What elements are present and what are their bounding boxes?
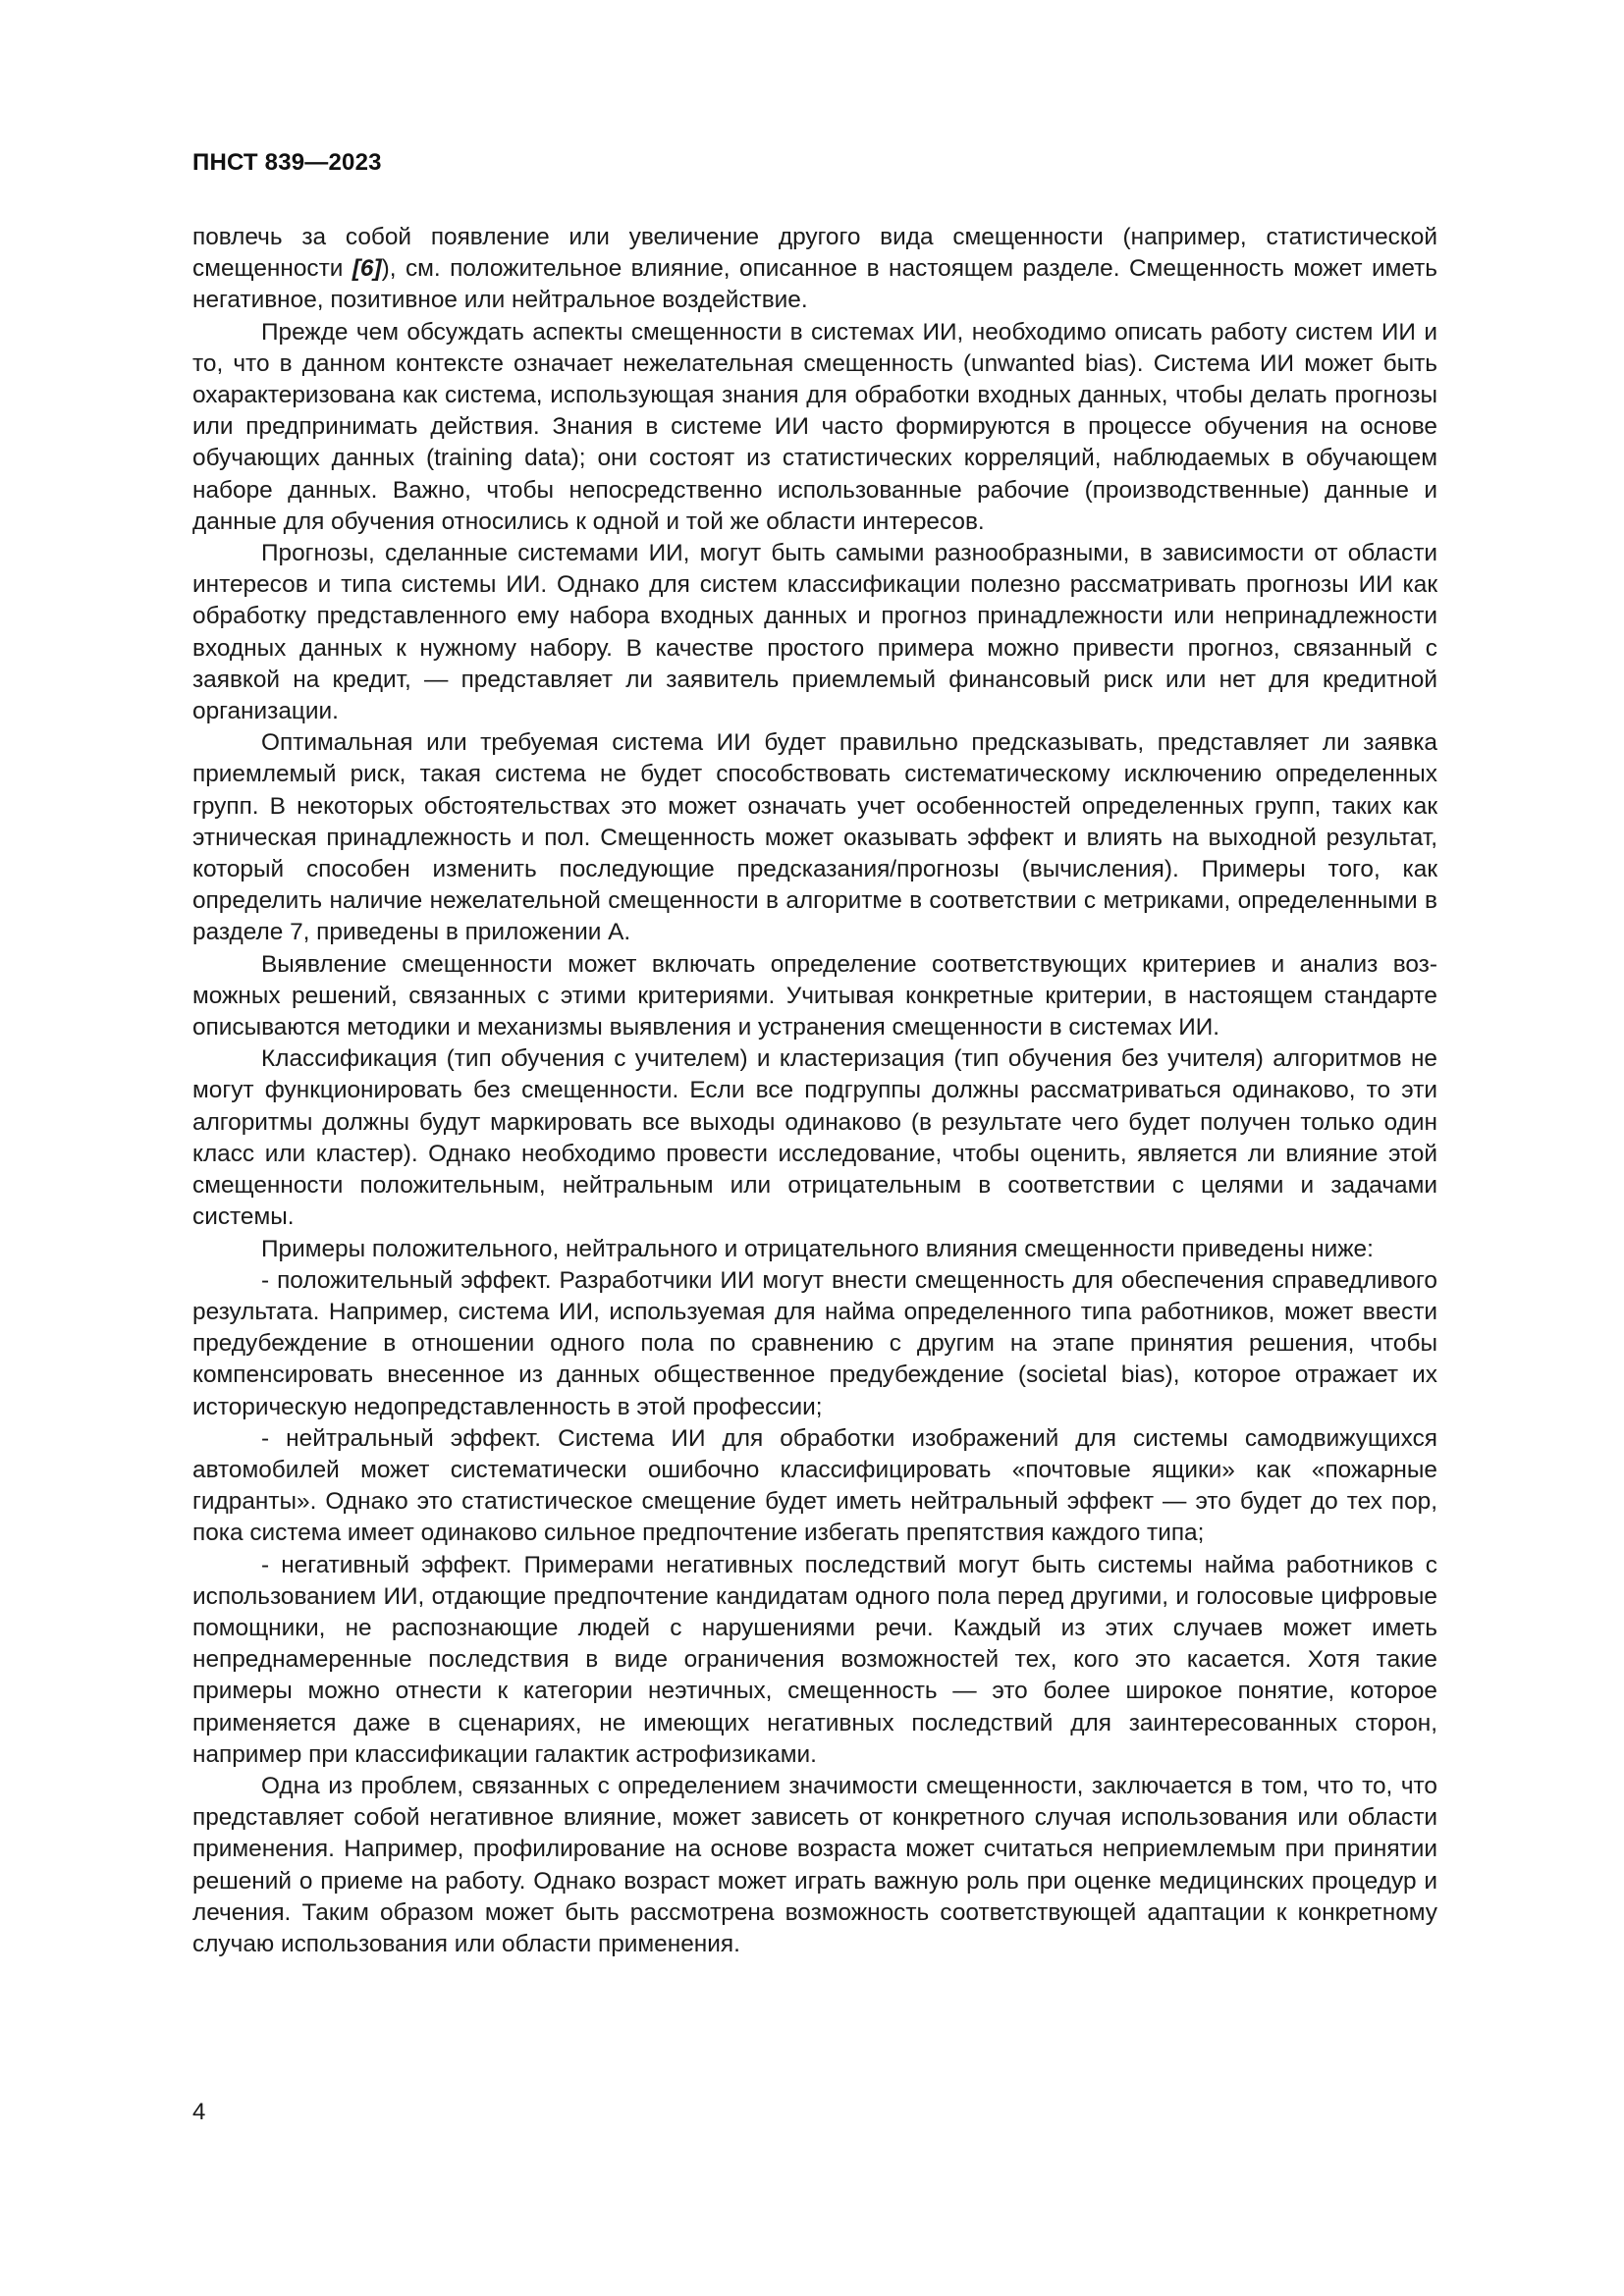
paragraph-examples-intro: Примеры положительного, нейтрального и отрицательного влияния смещенности приведены ниже: [261, 1235, 1374, 1262]
paragraph-text: повлечь за собой появление или увеличение другого вида смещенности (например, статистической смещенности [192, 224, 1437, 283]
list-item-positive-effect: - положительный эффект. Разработчики ИИ могут внести смещенность для обеспечения справедливого результата. Например, система ИИ, используемая для найма определенного типа работников, может ввести предубеждение в отношении одного пола по сравнению с другим на этапе принятия решения, чтобы компенсировать внесенное из данных общественное предубеждение (societal bias), которое отражает их историческую недопредставленность в этой профессии; [192, 1266, 1437, 1420]
citation-reference: [6] [352, 255, 382, 283]
page-number: 4 [192, 2099, 206, 2125]
paragraph-bias-detection: Выявление смещенности может включать определение соответствующих критериев и анализ возможных решений, связанных с этими критериями. Учитывая конкретные критерии, в настоящем стандарте описываются методики и механизмы выявления и устранения смещенности в системах ИИ. [192, 950, 1437, 1041]
paragraph-bias-significance: Одна из проблем, связанных с определением значимости смещенности, заключается в том, что то, что представляет собой негативное влияние, может зависеть от конкретного случая использования или области применения. Например, профилирование на основе возраста может считаться неприемлемым при принятии решений о приеме на работу. Однако возраст может играть важную роль при оценке медицинских процедур и лечения. Таким образом может быть рассмотрена возможность соответствующей адаптации к конкретному случаю использования или области применения. [192, 1772, 1437, 1957]
list-item-negative-effect: - негативный эффект. Примерами негативных последствий могут быть системы найма работников с использованием ИИ, отдающие предпочтение кандидатам одного пола перед другими, и голосовые цифровые помощники, не распознающие людей с нарушениями речи. Каждый из этих случаев может иметь непреднамеренные последствия в виде ограничения возможностей тех, кого это касается. Хотя такие примеры можно отнести к категории неэтичных, смещенность — это более широкое понятие, которое применяется даже в сценариях, не имеющих негативных последствий для заинтересованных сторон, например при классификации галактик астрофизиками. [192, 1551, 1437, 1768]
paragraph-classification-clustering: Классификация (тип обучения с учителем) и кластеризация (тип обучения без учителя) алгоритмов не могут функционировать без смещенности. Если все подгруппы должны рассматриваться одинаково, то эти алгоритмы должны будут маркировать все выходы одинаково (в результате чего будет получен только один класс или кластер). Однако необходимо провести исследование, чтобы оценить, является ли влияние этой смещенности положительным, нейтральным или отрицательным в соответствии с целями и задачами системы. [192, 1045, 1437, 1231]
paragraph-optimal-system: Оптимальная или требуемая система ИИ будет правильно предсказывать, представляет ли заявка приемлемый риск, такая система не будет способствовать систематическому исключению определенных групп. В некоторых обстоятельствах это может означать учет особенностей определенных групп, таких как этническая принадлежность и пол. Смещенность может оказывать эффект и влиять на выходной результат, который способен изменить последующие предсказания/прогнозы (вычисления). Примеры того, как определить наличие нежелательной смещенности в алгоритме в соответствии с метриками, определенными в разделе 7, приведены в приложении А. [192, 729, 1437, 946]
paragraph-text: ), см. положительное влияние, описанное в настоящем разделе. Смещенность может иметь негативное, позитивное или нейтральное воздействие. [192, 255, 1437, 314]
paragraph-ai-predictions: Прогнозы, сделанные системами ИИ, могут быть самыми разнообразными, в зависимости от области интересов и типа системы ИИ. Однако для систем классификации полезно рассматривать прогнозы ИИ как обработку представленного ему набора входных данных и прогноз принадлежности или непринадлежности входных данных к нужному набору. В качестве простого примера можно привести прогноз, связанный с заявкой на кредит, — представляет ли заявитель приемлемый финансовый риск или нет для кредитной организации. [192, 540, 1437, 725]
paragraph-continuation [192, 222, 1437, 317]
body-text [192, 222, 1437, 1960]
list-item-neutral-effect: - нейтральный эффект. Система ИИ для обработки изображений для системы самодвижущихся автомобилей может систематически ошибочно классифицировать «почтовые ящики» как «пожарные гидранты». Однако это статистическое смещение будет иметь нейтральный эффект — это будет до тех пор, пока система имеет одинаково сильное предпочтение избегать препятствия каждого типа; [192, 1424, 1437, 1547]
paragraph-ai-systems-description: Прежде чем обсуждать аспекты смещенности в системах ИИ, необходимо описать работу систем ИИ и то, что в данном контексте означает нежелательная смещенность (unwanted bias). Система ИИ может быть охарактеризована как система, использующая знания для обработки входных данных, чтобы делать прогнозы или предпринимать действия. Знания в системе ИИ часто формируются в процессе обучения на основе обучающих данных (training data); они состоят из статистических корреляций, наблюдаемых в обучающем наборе данных. Важно, чтобы непосредственно использованные рабочие (производственные) данные и данные для обучения относились к одной и той же области интересов. [192, 318, 1437, 535]
document-code-header: ПНСТ 839—2023 [192, 149, 382, 176]
